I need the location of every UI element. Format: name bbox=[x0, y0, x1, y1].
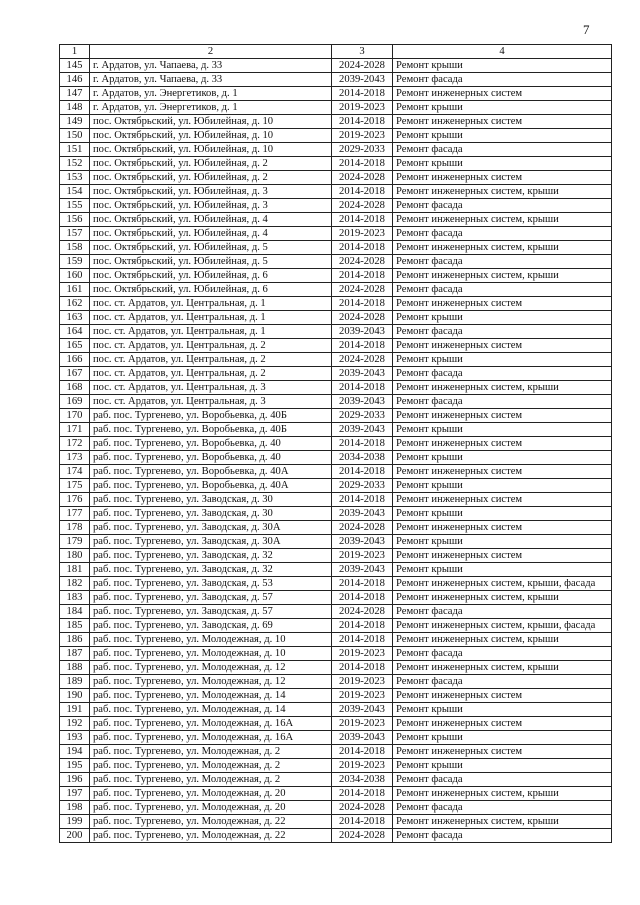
period-cell: 2014-2018 bbox=[332, 619, 393, 633]
table-row bbox=[60, 465, 612, 479]
table-row bbox=[60, 759, 612, 773]
work-type-cell: Ремонт инженерных систем, крыши, фасада bbox=[393, 577, 612, 591]
table-row bbox=[60, 381, 612, 395]
period-cell: 2019-2023 bbox=[332, 759, 393, 773]
work-type-cell: Ремонт фасада bbox=[393, 801, 612, 815]
table-row bbox=[60, 563, 612, 577]
table-row bbox=[60, 675, 612, 689]
work-type-cell: Ремонт фасада bbox=[393, 367, 612, 381]
work-type-cell: Ремонт крыши bbox=[393, 759, 612, 773]
period-cell: 2024-2028 bbox=[332, 255, 393, 269]
table-row bbox=[60, 213, 612, 227]
row-number-cell: 146 bbox=[60, 73, 90, 87]
table-row bbox=[60, 661, 612, 675]
row-number-cell: 191 bbox=[60, 703, 90, 717]
table-row bbox=[60, 507, 612, 521]
row-number-cell: 192 bbox=[60, 717, 90, 731]
work-type-cell: Ремонт фасада bbox=[393, 73, 612, 87]
address-cell: раб. пос. Тургенево, ул. Молодежная, д. 2 bbox=[90, 759, 332, 773]
table-row bbox=[60, 367, 612, 381]
row-number-cell: 145 bbox=[60, 59, 90, 73]
period-cell: 2024-2028 bbox=[332, 59, 393, 73]
work-type-cell: Ремонт фасада bbox=[393, 325, 612, 339]
work-type-cell: Ремонт крыши bbox=[393, 535, 612, 549]
table-row bbox=[60, 143, 612, 157]
row-number-cell: 189 bbox=[60, 675, 90, 689]
table-row bbox=[60, 297, 612, 311]
address-cell: пос. ст. Ардатов, ул. Центральная, д. 2 bbox=[90, 367, 332, 381]
period-cell: 2039-2043 bbox=[332, 73, 393, 87]
period-cell: 2039-2043 bbox=[332, 731, 393, 745]
row-number-cell: 158 bbox=[60, 241, 90, 255]
table-row bbox=[60, 773, 612, 787]
period-cell: 2039-2043 bbox=[332, 563, 393, 577]
work-type-cell: Ремонт крыши bbox=[393, 451, 612, 465]
address-cell: раб. пос. Тургенево, ул. Молодежная, д. 12 bbox=[90, 675, 332, 689]
table-row bbox=[60, 787, 612, 801]
row-number-cell: 190 bbox=[60, 689, 90, 703]
table-row bbox=[60, 731, 612, 745]
work-type-cell: Ремонт инженерных систем, крыши bbox=[393, 633, 612, 647]
address-cell: пос. ст. Ардатов, ул. Центральная, д. 1 bbox=[90, 311, 332, 325]
row-number-cell: 175 bbox=[60, 479, 90, 493]
period-cell: 2014-2018 bbox=[332, 213, 393, 227]
work-type-cell: Ремонт фасада bbox=[393, 395, 612, 409]
address-cell: раб. пос. Тургенево, ул. Молодежная, д. 10 bbox=[90, 647, 332, 661]
table-row bbox=[60, 717, 612, 731]
address-cell: раб. пос. Тургенево, ул. Воробьевка, д. 40А bbox=[90, 479, 332, 493]
page-number: 7 bbox=[583, 22, 590, 37]
period-cell: 2014-2018 bbox=[332, 297, 393, 311]
row-number-cell: 156 bbox=[60, 213, 90, 227]
address-cell: раб. пос. Тургенево, ул. Заводская, д. 57 bbox=[90, 591, 332, 605]
work-type-cell: Ремонт фасада bbox=[393, 283, 612, 297]
work-type-cell: Ремонт фасада bbox=[393, 143, 612, 157]
period-cell: 2019-2023 bbox=[332, 675, 393, 689]
address-cell: раб. пос. Тургенево, ул. Воробьевка, д. 40Б bbox=[90, 409, 332, 423]
row-number-cell: 161 bbox=[60, 283, 90, 297]
period-cell: 2014-2018 bbox=[332, 269, 393, 283]
period-cell: 2024-2028 bbox=[332, 801, 393, 815]
row-number-cell: 160 bbox=[60, 269, 90, 283]
table-row bbox=[60, 185, 612, 199]
table-row bbox=[60, 283, 612, 297]
address-cell: г. Ардатов, ул. Энергетиков, д. 1 bbox=[90, 101, 332, 115]
work-type-cell: Ремонт крыши bbox=[393, 129, 612, 143]
table-row bbox=[60, 269, 612, 283]
table-row bbox=[60, 325, 612, 339]
table-row bbox=[60, 605, 612, 619]
table-row bbox=[60, 689, 612, 703]
address-cell: раб. пос. Тургенево, ул. Молодежная, д. 12 bbox=[90, 661, 332, 675]
work-type-cell: Ремонт крыши bbox=[393, 479, 612, 493]
table-row bbox=[60, 199, 612, 213]
work-type-cell: Ремонт инженерных систем, крыши bbox=[393, 661, 612, 675]
row-number-cell: 187 bbox=[60, 647, 90, 661]
address-cell: пос. Октябрьский, ул. Юбилейная, д. 6 bbox=[90, 269, 332, 283]
work-type-cell: Ремонт крыши bbox=[393, 423, 612, 437]
work-type-cell: Ремонт крыши bbox=[393, 563, 612, 577]
table-row bbox=[60, 535, 612, 549]
table-row bbox=[60, 815, 612, 829]
period-cell: 2029-2033 bbox=[332, 143, 393, 157]
row-number-cell: 167 bbox=[60, 367, 90, 381]
row-number-cell: 155 bbox=[60, 199, 90, 213]
table-row bbox=[60, 745, 612, 759]
table-row bbox=[60, 479, 612, 493]
period-cell: 2034-2038 bbox=[332, 773, 393, 787]
work-type-cell: Ремонт крыши bbox=[393, 101, 612, 115]
table-body bbox=[60, 59, 612, 843]
row-number-cell: 177 bbox=[60, 507, 90, 521]
period-cell: 2014-2018 bbox=[332, 115, 393, 129]
table-row bbox=[60, 577, 612, 591]
work-type-cell: Ремонт инженерных систем bbox=[393, 745, 612, 759]
period-cell: 2014-2018 bbox=[332, 661, 393, 675]
period-cell: 2014-2018 bbox=[332, 185, 393, 199]
address-cell: пос. Октябрьский, ул. Юбилейная, д. 4 bbox=[90, 227, 332, 241]
row-number-cell: 174 bbox=[60, 465, 90, 479]
work-type-cell: Ремонт инженерных систем, крыши bbox=[393, 269, 612, 283]
work-type-cell: Ремонт крыши bbox=[393, 311, 612, 325]
address-cell: раб. пос. Тургенево, ул. Молодежная, д. 20 bbox=[90, 787, 332, 801]
address-cell: пос. ст. Ардатов, ул. Центральная, д. 2 bbox=[90, 353, 332, 367]
address-cell: раб. пос. Тургенево, ул. Молодежная, д. 20 bbox=[90, 801, 332, 815]
work-type-cell: Ремонт инженерных систем bbox=[393, 171, 612, 185]
period-cell: 2024-2028 bbox=[332, 199, 393, 213]
address-cell: пос. Октябрьский, ул. Юбилейная, д. 2 bbox=[90, 157, 332, 171]
period-cell: 2014-2018 bbox=[332, 633, 393, 647]
row-number-cell: 199 bbox=[60, 815, 90, 829]
table-row bbox=[60, 353, 612, 367]
address-cell: раб. пос. Тургенево, ул. Заводская, д. 30А bbox=[90, 521, 332, 535]
address-cell: раб. пос. Тургенево, ул. Заводская, д. 30 bbox=[90, 507, 332, 521]
row-number-cell: 198 bbox=[60, 801, 90, 815]
period-cell: 2019-2023 bbox=[332, 227, 393, 241]
row-number-cell: 169 bbox=[60, 395, 90, 409]
address-cell: пос. ст. Ардатов, ул. Центральная, д. 3 bbox=[90, 381, 332, 395]
address-cell: раб. пос. Тургенево, ул. Молодежная, д. 14 bbox=[90, 689, 332, 703]
table-row bbox=[60, 339, 612, 353]
address-cell: раб. пос. Тургенево, ул. Молодежная, д. 14 bbox=[90, 703, 332, 717]
table-row bbox=[60, 521, 612, 535]
address-cell: г. Ардатов, ул. Энергетиков, д. 1 bbox=[90, 87, 332, 101]
work-type-cell: Ремонт инженерных систем bbox=[393, 549, 612, 563]
address-cell: раб. пос. Тургенево, ул. Заводская, д. 30А bbox=[90, 535, 332, 549]
work-type-cell: Ремонт крыши bbox=[393, 353, 612, 367]
work-type-cell: Ремонт фасада bbox=[393, 647, 612, 661]
address-cell: раб. пос. Тургенево, ул. Молодежная, д. 2 bbox=[90, 745, 332, 759]
row-number-cell: 165 bbox=[60, 339, 90, 353]
period-cell: 2039-2043 bbox=[332, 507, 393, 521]
address-cell: раб. пос. Тургенево, ул. Молодежная, д. 22 bbox=[90, 815, 332, 829]
row-number-cell: 196 bbox=[60, 773, 90, 787]
row-number-cell: 148 bbox=[60, 101, 90, 115]
address-cell: раб. пос. Тургенево, ул. Молодежная, д. 10 bbox=[90, 633, 332, 647]
table-row bbox=[60, 87, 612, 101]
period-cell: 2039-2043 bbox=[332, 535, 393, 549]
row-number-cell: 163 bbox=[60, 311, 90, 325]
row-number-cell: 172 bbox=[60, 437, 90, 451]
work-type-cell: Ремонт крыши bbox=[393, 59, 612, 73]
address-cell: раб. пос. Тургенево, ул. Воробьевка, д. 40 bbox=[90, 451, 332, 465]
period-cell: 2024-2028 bbox=[332, 829, 393, 843]
work-type-cell: Ремонт крыши bbox=[393, 731, 612, 745]
table-row bbox=[60, 227, 612, 241]
period-cell: 2014-2018 bbox=[332, 87, 393, 101]
row-number-cell: 164 bbox=[60, 325, 90, 339]
work-type-cell: Ремонт инженерных систем bbox=[393, 493, 612, 507]
period-cell: 2019-2023 bbox=[332, 689, 393, 703]
row-number-cell: 150 bbox=[60, 129, 90, 143]
work-type-cell: Ремонт инженерных систем, крыши bbox=[393, 213, 612, 227]
period-cell: 2024-2028 bbox=[332, 311, 393, 325]
table-row bbox=[60, 703, 612, 717]
work-type-cell: Ремонт крыши bbox=[393, 703, 612, 717]
address-cell: раб. пос. Тургенево, ул. Заводская, д. 53 bbox=[90, 577, 332, 591]
period-cell: 2034-2038 bbox=[332, 451, 393, 465]
table-row bbox=[60, 311, 612, 325]
row-number-cell: 183 bbox=[60, 591, 90, 605]
header-cell: 2 bbox=[90, 45, 332, 59]
row-number-cell: 197 bbox=[60, 787, 90, 801]
address-cell: раб. пос. Тургенево, ул. Заводская, д. 32 bbox=[90, 563, 332, 577]
work-type-cell: Ремонт инженерных систем bbox=[393, 87, 612, 101]
period-cell: 2014-2018 bbox=[332, 157, 393, 171]
table-row bbox=[60, 115, 612, 129]
table-row bbox=[60, 171, 612, 185]
row-number-cell: 178 bbox=[60, 521, 90, 535]
table-row bbox=[60, 423, 612, 437]
row-number-cell: 186 bbox=[60, 633, 90, 647]
table-row bbox=[60, 409, 612, 423]
period-cell: 2014-2018 bbox=[332, 339, 393, 353]
address-cell: раб. пос. Тургенево, ул. Молодежная, д. 22 bbox=[90, 829, 332, 843]
row-number-cell: 188 bbox=[60, 661, 90, 675]
work-type-cell: Ремонт крыши bbox=[393, 157, 612, 171]
header-cell: 4 bbox=[393, 45, 612, 59]
work-type-cell: Ремонт инженерных систем bbox=[393, 297, 612, 311]
table-row bbox=[60, 549, 612, 563]
period-cell: 2024-2028 bbox=[332, 283, 393, 297]
work-type-cell: Ремонт фасада bbox=[393, 199, 612, 213]
address-cell: раб. пос. Тургенево, ул. Заводская, д. 32 bbox=[90, 549, 332, 563]
row-number-cell: 180 bbox=[60, 549, 90, 563]
address-cell: пос. Октябрьский, ул. Юбилейная, д. 10 bbox=[90, 129, 332, 143]
work-type-cell: Ремонт инженерных систем, крыши, фасада bbox=[393, 619, 612, 633]
work-type-cell: Ремонт инженерных систем, крыши bbox=[393, 185, 612, 199]
row-number-cell: 176 bbox=[60, 493, 90, 507]
table-row bbox=[60, 633, 612, 647]
address-cell: раб. пос. Тургенево, ул. Воробьевка, д. 40Б bbox=[90, 423, 332, 437]
address-cell: пос. Октябрьский, ул. Юбилейная, д. 6 bbox=[90, 283, 332, 297]
period-cell: 2024-2028 bbox=[332, 605, 393, 619]
address-cell: пос. Октябрьский, ул. Юбилейная, д. 2 bbox=[90, 171, 332, 185]
row-number-cell: 184 bbox=[60, 605, 90, 619]
table-row bbox=[60, 129, 612, 143]
header-row bbox=[60, 45, 612, 59]
address-cell: раб. пос. Тургенево, ул. Заводская, д. 69 bbox=[90, 619, 332, 633]
work-type-cell: Ремонт инженерных систем bbox=[393, 689, 612, 703]
work-type-cell: Ремонт фасада bbox=[393, 255, 612, 269]
work-type-cell: Ремонт фасада bbox=[393, 829, 612, 843]
table-row bbox=[60, 395, 612, 409]
row-number-cell: 171 bbox=[60, 423, 90, 437]
work-type-cell: Ремонт инженерных систем, крыши bbox=[393, 591, 612, 605]
table-row bbox=[60, 647, 612, 661]
address-cell: раб. пос. Тургенево, ул. Молодежная, д. 2 bbox=[90, 773, 332, 787]
row-number-cell: 185 bbox=[60, 619, 90, 633]
row-number-cell: 168 bbox=[60, 381, 90, 395]
row-number-cell: 170 bbox=[60, 409, 90, 423]
period-cell: 2039-2043 bbox=[332, 423, 393, 437]
table-row bbox=[60, 241, 612, 255]
period-cell: 2014-2018 bbox=[332, 591, 393, 605]
table-row bbox=[60, 59, 612, 73]
work-type-cell: Ремонт инженерных систем bbox=[393, 409, 612, 423]
address-cell: пос. Октябрьский, ул. Юбилейная, д. 10 bbox=[90, 143, 332, 157]
period-cell: 2024-2028 bbox=[332, 171, 393, 185]
work-type-cell: Ремонт фасада bbox=[393, 605, 612, 619]
period-cell: 2014-2018 bbox=[332, 381, 393, 395]
period-cell: 2039-2043 bbox=[332, 395, 393, 409]
row-number-cell: 193 bbox=[60, 731, 90, 745]
address-cell: пос. Октябрьский, ул. Юбилейная, д. 4 bbox=[90, 213, 332, 227]
period-cell: 2019-2023 bbox=[332, 717, 393, 731]
address-cell: раб. пос. Тургенево, ул. Воробьевка, д. 40А bbox=[90, 465, 332, 479]
address-cell: раб. пос. Тургенево, ул. Молодежная, д. 16А bbox=[90, 731, 332, 745]
work-type-cell: Ремонт инженерных систем bbox=[393, 465, 612, 479]
row-number-cell: 152 bbox=[60, 157, 90, 171]
work-type-cell: Ремонт инженерных систем, крыши bbox=[393, 787, 612, 801]
period-cell: 2019-2023 bbox=[332, 101, 393, 115]
period-cell: 2014-2018 bbox=[332, 577, 393, 591]
work-type-cell: Ремонт инженерных систем bbox=[393, 521, 612, 535]
row-number-cell: 194 bbox=[60, 745, 90, 759]
period-cell: 2039-2043 bbox=[332, 367, 393, 381]
work-type-cell: Ремонт инженерных систем bbox=[393, 717, 612, 731]
address-cell: г. Ардатов, ул. Чапаева, д. 33 bbox=[90, 73, 332, 87]
row-number-cell: 182 bbox=[60, 577, 90, 591]
table-row bbox=[60, 493, 612, 507]
work-type-cell: Ремонт фасада bbox=[393, 227, 612, 241]
work-type-cell: Ремонт инженерных систем bbox=[393, 339, 612, 353]
address-cell: раб. пос. Тургенево, ул. Заводская, д. 57 bbox=[90, 605, 332, 619]
address-cell: раб. пос. Тургенево, ул. Молодежная, д. 16А bbox=[90, 717, 332, 731]
address-cell: пос. Октябрьский, ул. Юбилейная, д. 5 bbox=[90, 255, 332, 269]
header-cell: 3 bbox=[332, 45, 393, 59]
address-cell: пос. ст. Ардатов, ул. Центральная, д. 1 bbox=[90, 325, 332, 339]
row-number-cell: 166 bbox=[60, 353, 90, 367]
address-cell: раб. пос. Тургенево, ул. Воробьевка, д. 40 bbox=[90, 437, 332, 451]
address-cell: пос. Октябрьский, ул. Юбилейная, д. 3 bbox=[90, 185, 332, 199]
work-type-cell: Ремонт фасада bbox=[393, 675, 612, 689]
work-type-cell: Ремонт инженерных систем bbox=[393, 437, 612, 451]
period-cell: 2029-2033 bbox=[332, 479, 393, 493]
work-type-cell: Ремонт инженерных систем, крыши bbox=[393, 815, 612, 829]
table-row bbox=[60, 829, 612, 843]
work-type-cell: Ремонт крыши bbox=[393, 507, 612, 521]
period-cell: 2019-2023 bbox=[332, 549, 393, 563]
period-cell: 2014-2018 bbox=[332, 465, 393, 479]
period-cell: 2039-2043 bbox=[332, 325, 393, 339]
address-cell: г. Ардатов, ул. Чапаева, д. 33 bbox=[90, 59, 332, 73]
row-number-cell: 195 bbox=[60, 759, 90, 773]
row-number-cell: 153 bbox=[60, 171, 90, 185]
repair-schedule-table bbox=[59, 44, 612, 843]
address-cell: пос. ст. Ардатов, ул. Центральная, д. 3 bbox=[90, 395, 332, 409]
header-cell: 1 bbox=[60, 45, 90, 59]
row-number-cell: 149 bbox=[60, 115, 90, 129]
address-cell: пос. ст. Ардатов, ул. Центральная, д. 2 bbox=[90, 339, 332, 353]
address-cell: пос. Октябрьский, ул. Юбилейная, д. 5 bbox=[90, 241, 332, 255]
row-number-cell: 173 bbox=[60, 451, 90, 465]
period-cell: 2014-2018 bbox=[332, 493, 393, 507]
period-cell: 2014-2018 bbox=[332, 787, 393, 801]
work-type-cell: Ремонт инженерных систем bbox=[393, 115, 612, 129]
period-cell: 2024-2028 bbox=[332, 353, 393, 367]
work-type-cell: Ремонт инженерных систем, крыши bbox=[393, 381, 612, 395]
period-cell: 2019-2023 bbox=[332, 129, 393, 143]
work-type-cell: Ремонт инженерных систем, крыши bbox=[393, 241, 612, 255]
address-cell: раб. пос. Тургенево, ул. Заводская, д. 30 bbox=[90, 493, 332, 507]
work-type-cell: Ремонт фасада bbox=[393, 773, 612, 787]
table-row bbox=[60, 73, 612, 87]
table-row bbox=[60, 437, 612, 451]
table-row bbox=[60, 451, 612, 465]
table-row bbox=[60, 801, 612, 815]
address-cell: пос. Октябрьский, ул. Юбилейная, д. 3 bbox=[90, 199, 332, 213]
row-number-cell: 200 bbox=[60, 829, 90, 843]
address-cell: пос. ст. Ардатов, ул. Центральная, д. 1 bbox=[90, 297, 332, 311]
table-row bbox=[60, 591, 612, 605]
period-cell: 2029-2033 bbox=[332, 409, 393, 423]
period-cell: 2039-2043 bbox=[332, 703, 393, 717]
row-number-cell: 157 bbox=[60, 227, 90, 241]
period-cell: 2024-2028 bbox=[332, 521, 393, 535]
row-number-cell: 179 bbox=[60, 535, 90, 549]
row-number-cell: 162 bbox=[60, 297, 90, 311]
address-cell: пос. Октябрьский, ул. Юбилейная, д. 10 bbox=[90, 115, 332, 129]
table-row bbox=[60, 157, 612, 171]
table-row bbox=[60, 619, 612, 633]
period-cell: 2019-2023 bbox=[332, 647, 393, 661]
period-cell: 2014-2018 bbox=[332, 745, 393, 759]
table-row bbox=[60, 101, 612, 115]
table-row bbox=[60, 255, 612, 269]
row-number-cell: 181 bbox=[60, 563, 90, 577]
row-number-cell: 147 bbox=[60, 87, 90, 101]
period-cell: 2014-2018 bbox=[332, 241, 393, 255]
period-cell: 2014-2018 bbox=[332, 815, 393, 829]
row-number-cell: 151 bbox=[60, 143, 90, 157]
row-number-cell: 154 bbox=[60, 185, 90, 199]
row-number-cell: 159 bbox=[60, 255, 90, 269]
period-cell: 2014-2018 bbox=[332, 437, 393, 451]
